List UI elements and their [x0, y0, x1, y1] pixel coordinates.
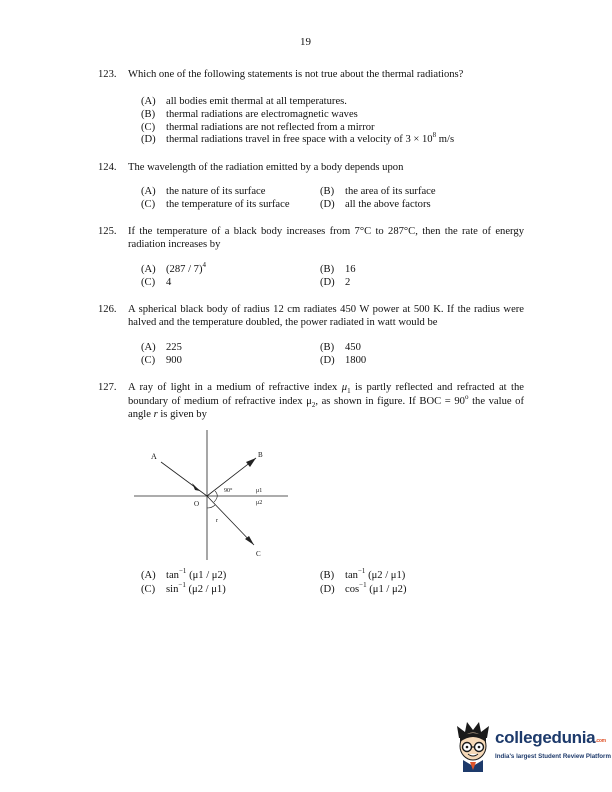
label-o: O	[194, 500, 200, 508]
option-function: tan	[166, 570, 179, 581]
option	[320, 186, 436, 199]
text-part: is partly reflected and refracted at the boundary of medium of refractive index μ	[128, 382, 524, 407]
question-text: The wavelength of the radiation emitted by a body depends upon	[128, 162, 404, 173]
option	[141, 581, 226, 597]
logo-tagline: India's largest Student Review Platform	[495, 753, 611, 760]
option-argument: (μ2 / μ1)	[188, 584, 226, 595]
text-part: μ	[341, 382, 348, 393]
question-number: 123.	[98, 69, 117, 80]
option-label: (D)	[141, 134, 156, 145]
option	[141, 342, 182, 355]
text-part: r	[153, 409, 158, 420]
exponent: −1	[178, 567, 187, 575]
question-number: 124.	[98, 162, 117, 173]
option-text: thermal radiations are electromagnetic waves	[166, 109, 358, 120]
exponent: 8	[432, 131, 437, 139]
option-argument: (μ1 / μ2)	[189, 570, 227, 581]
question-text	[128, 382, 524, 422]
option-function: sin	[166, 584, 179, 595]
option-label: (B)	[320, 342, 335, 353]
option-text: thermal radiations travel in free space with a velocity of 3 × 10	[166, 134, 433, 145]
text-part: , as shown in figure. If BOC = 90	[315, 395, 465, 407]
logo-wordmark	[495, 728, 606, 748]
option	[141, 186, 265, 199]
text-part: o	[464, 392, 469, 401]
option-text: (287 / 7)	[166, 264, 203, 275]
option-label: (C)	[141, 584, 156, 595]
mascot-icon	[451, 720, 495, 772]
option-label: (A)	[141, 570, 156, 581]
option-text: 450	[345, 342, 361, 353]
angle-arc-r	[207, 505, 215, 508]
question-number: 125.	[98, 226, 117, 237]
option-text: all the above factors	[345, 199, 431, 210]
option	[141, 131, 455, 147]
option	[141, 96, 347, 109]
option-text: the area of its surface	[345, 186, 436, 197]
option	[320, 277, 350, 290]
label-b: B	[258, 451, 263, 459]
question-text: A spherical black body of radius 12 cm radiates 450 W power at 500 K. If the radius were halved and the temperature doubled, the power radiated in watt would be	[128, 304, 524, 328]
option-label: (A)	[141, 186, 156, 197]
label-c: C	[256, 550, 261, 558]
option	[141, 109, 358, 122]
reflected-arrow	[246, 458, 256, 467]
text-part: the value of angle	[128, 395, 525, 420]
option-label: (B)	[320, 186, 335, 197]
option-text: the temperature of its surface	[166, 199, 290, 210]
exponent: −1	[359, 581, 367, 589]
option-label: (B)	[320, 570, 335, 581]
exponent: −1	[178, 581, 186, 589]
option-label: (B)	[320, 264, 335, 275]
option-label: (C)	[141, 355, 156, 366]
option-text: 2	[345, 277, 351, 288]
option-label: (D)	[320, 277, 335, 288]
text-part: is given by	[157, 409, 207, 420]
option-unit: m/s	[436, 134, 455, 145]
option-label: (A)	[141, 96, 156, 107]
option-label: (C)	[141, 277, 156, 288]
collegedunia-logo[interactable]	[451, 720, 611, 772]
logo-dotcom: .com	[595, 738, 606, 744]
label-mu1: μ1	[256, 488, 263, 494]
option-label: (A)	[141, 342, 156, 353]
option-label: (D)	[320, 584, 335, 595]
option-text: 1800	[345, 355, 367, 366]
question-number: 126.	[98, 304, 117, 315]
option-label: (A)	[141, 264, 156, 275]
option-function: cos	[345, 584, 360, 595]
option	[320, 199, 431, 212]
option	[141, 261, 206, 277]
angle-arc-90	[214, 491, 217, 502]
text-part: A ray of light in a medium of refractive index	[128, 382, 342, 393]
exponent: −1	[357, 567, 366, 575]
option-argument: (μ1 / μ2)	[369, 584, 407, 595]
text-part: 2	[311, 400, 316, 409]
option-text: 900	[166, 355, 182, 366]
option-label: (D)	[320, 355, 335, 366]
logo-name: collegedunia	[495, 728, 596, 747]
option	[141, 122, 375, 135]
exponent: 4	[202, 261, 206, 269]
option-function: tan	[345, 570, 358, 581]
incident-ray-ao	[161, 462, 207, 496]
option	[320, 264, 356, 277]
question-number: 127.	[98, 382, 117, 393]
refraction-diagram	[128, 428, 298, 564]
label-r: r	[216, 518, 218, 524]
option-label: (C)	[141, 199, 156, 210]
option	[320, 342, 361, 355]
option	[141, 277, 171, 290]
option-text: 16	[345, 264, 356, 275]
label-a: A	[151, 452, 157, 461]
option	[320, 581, 407, 597]
option-argument: (μ2 / μ1)	[368, 570, 406, 581]
option-text: 225	[166, 342, 182, 353]
option	[141, 355, 182, 368]
question-text: Which one of the following statements is not true about the thermal radiations?	[128, 69, 464, 80]
option-label: (C)	[141, 122, 156, 133]
option	[141, 199, 290, 212]
option-text: thermal radiations are not reflected from a mirror	[166, 122, 375, 133]
option-text: all bodies emit thermal at all temperatures.	[166, 96, 347, 107]
option	[320, 355, 366, 368]
label-mu2: μ2	[256, 500, 263, 506]
option-label: (B)	[141, 109, 156, 120]
option-text: 4	[166, 277, 172, 288]
option-label: (D)	[320, 199, 335, 210]
question-text: If the temperature of a black body increases from 7°C to 287°C, then the rate of energy radiation increases by	[128, 226, 524, 250]
page-number: 19	[300, 36, 311, 48]
text-part: 1	[347, 387, 351, 396]
label-angle: 90°	[224, 488, 233, 494]
option-text: the nature of its surface	[166, 186, 266, 197]
